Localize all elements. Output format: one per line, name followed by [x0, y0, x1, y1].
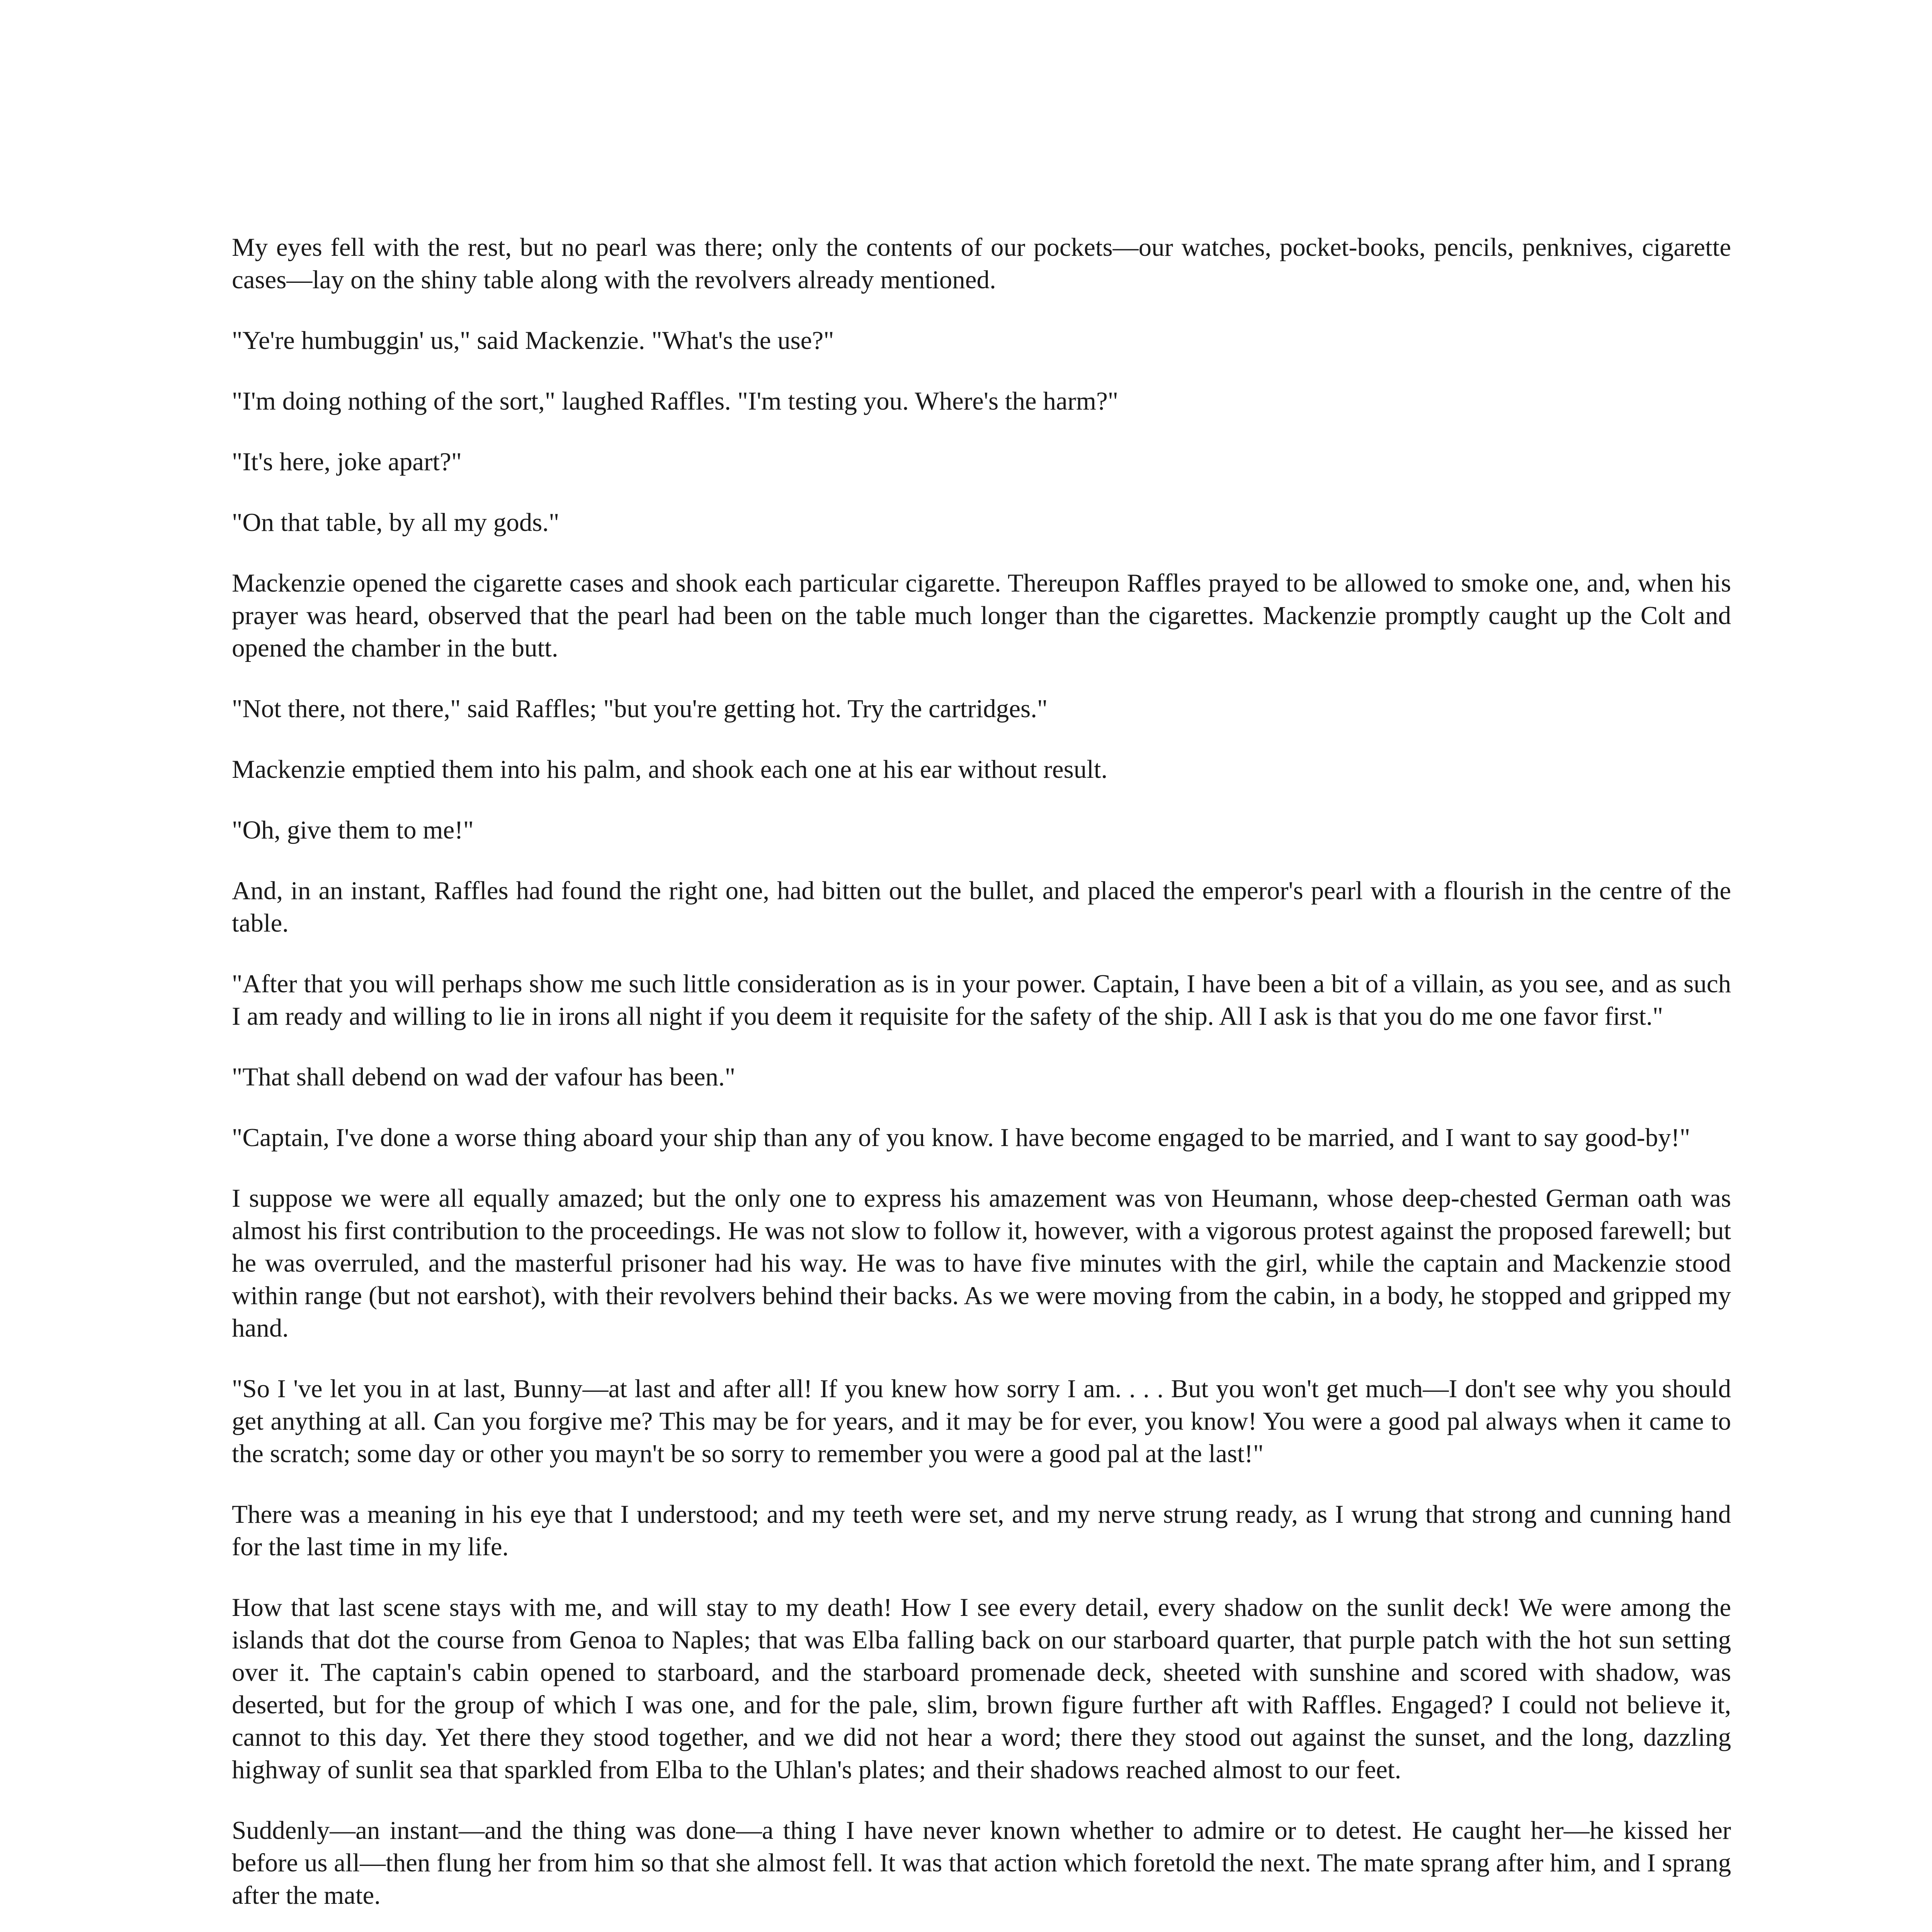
- paragraph-8: Mackenzie emptied them into his palm, and shook each one at his ear without result.: [232, 755, 1108, 784]
- paragraph-2: "Ye're humbuggin' us," said Mackenzie. "What's the use?": [232, 326, 834, 355]
- paragraph-3: "I'm doing nothing of the sort," laughed Raffles. "I'm testing you. Where's the harm?": [232, 387, 1119, 415]
- paragraph-6: Mackenzie opened the cigarette cases and shook each particular cigarette. Thereupon Raffles prayed to be allowed to smoke one, and, when his prayer was heard, observed that the pearl had been on the table much longer than the cigarettes. Mackenzie promptly caught up the Colt and opened the chamber in the butt.: [232, 569, 1731, 662]
- paragraph-13: "Captain, I've done a worse thing aboard your ship than any of you know. I have become engaged to be married, and I want to say good-by!": [232, 1123, 1690, 1152]
- paragraph-1: My eyes fell with the rest, but no pearl was there; only the contents of our pockets—our watches, pocket-books, pencils, penknives, cigarette cases—lay on the shiny table along with the revolvers already mentioned.: [232, 233, 1731, 294]
- paragraph-16: There was a meaning in his eye that I understood; and my teeth were set, and my nerve strung ready, as I wrung that strong and cunning hand for the last time in my life.: [232, 1500, 1731, 1561]
- paragraph-12: "That shall debend on wad der vafour has been.": [232, 1063, 736, 1091]
- paragraph-4: "It's here, joke apart?": [232, 447, 462, 476]
- paragraph-17: How that last scene stays with me, and will stay to my death! How I see every detail, every shadow on the sunlit deck! We were among the islands that dot the course from Genoa to Naples; that was Elba falling back on our starboard quarter, that purple patch with the hot sun setting over it. The captain's cabin opened to starboard, and the starboard promenade deck, sheeted with sunshine and scored with shadow, was deserted, but for the group of which I was one, and for the pale, slim, brown figure further aft with Raffles. Engaged? I could not believe it, cannot to this day. Yet there they stood together, and we did not hear a word; there they stood out against the sunset, and the long, dazzling highway of sunlit sea that sparkled from Elba to the Uhlan's plates; and their shadows reached almost to our feet.: [232, 1593, 1731, 1784]
- body-text: [232, 231, 1731, 1932]
- paragraph-11: "After that you will perhaps show me such little consideration as is in your power. Captain, I have been a bit of a villain, as you see, and as such I am ready and willing to lie in irons all night if you deem it requisite for the safety of the ship. All I ask is that you do me one favor first.": [232, 969, 1731, 1031]
- paragraph-18: Suddenly—an instant—and the thing was done—a thing I have never known whether to admire or to detest. He caught her—he kissed her before us all—then flung her from him so that she almost fell. It was that action which foretold the next. The mate sprang after him, and I sprang after the mate.: [232, 1816, 1731, 1910]
- paragraph-9: "Oh, give them to me!": [232, 816, 474, 844]
- paragraph-5: "On that table, by all my gods.": [232, 508, 560, 537]
- paragraph-15: "So I 've let you in at last, Bunny—at last and after all! If you knew how sorry I am. . . . But you won't get much—I don't see why you should get anything at all. Can you forgive me? This may be for years, and it may be for ever, you know! You were a good pal always when it came to the scratch; some day or other you mayn't be so sorry to remember you were a good pal at the last!": [232, 1374, 1731, 1468]
- paragraph-14: I suppose we were all equally amazed; but the only one to express his amazement was von Heumann, whose deep-chested German oath was almost his first contribution to the proceedings. He was not slow to follow it, however, with a vigorous protest against the proposed farewell; but he was overruled, and the masterful prisoner had his way. He was to have five minutes with the girl, while the captain and Mackenzie stood within range (but not earshot), with their revolvers behind their backs. As we were moving from the cabin, in a body, he stopped and gripped my hand.: [232, 1184, 1731, 1342]
- paragraph-10: And, in an instant, Raffles had found the right one, had bitten out the bullet, and placed the emperor's pearl with a flourish in the centre of the table.: [232, 876, 1731, 937]
- paragraph-7: "Not there, not there," said Raffles; "but you're getting hot. Try the cartridges.": [232, 694, 1048, 723]
